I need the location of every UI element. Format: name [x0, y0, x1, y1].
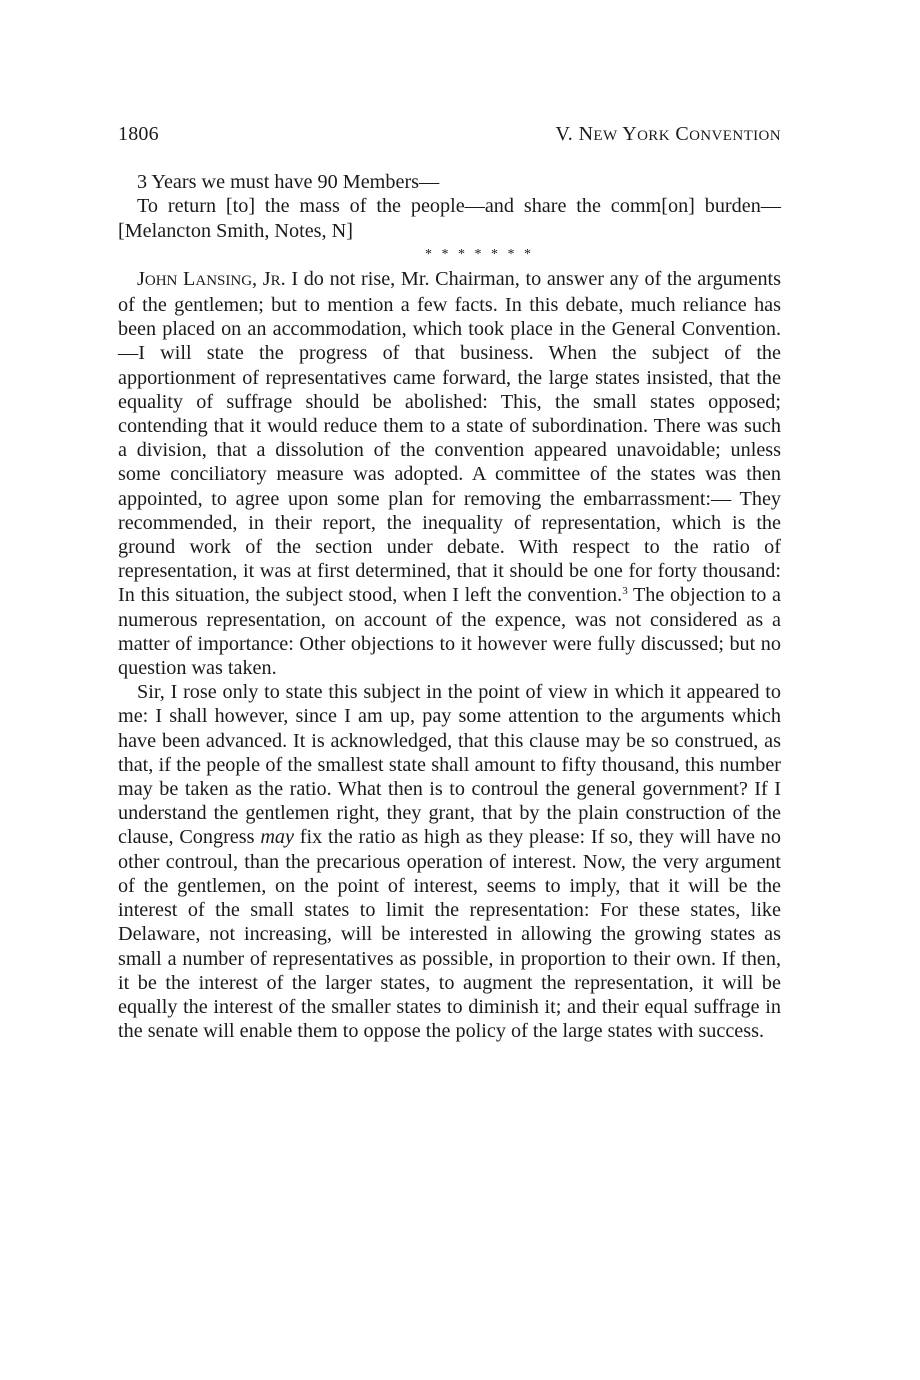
section-title-part: EW — [593, 128, 618, 144]
speech-paragraph — [118, 680, 781, 1043]
speech-paragraph — [118, 267, 781, 680]
emphasized-word: may — [260, 826, 294, 849]
notes-line: 3 Years we must have 90 Members— — [137, 171, 440, 194]
section-title-part: ONVENTION — [689, 128, 781, 144]
section-title — [556, 122, 782, 148]
page-number: 1806 — [118, 123, 159, 145]
section-title-part: C — [669, 123, 690, 145]
paragraph-text: fix the ratio as high as they please: If so, they will have no other controul, than the precarious operation of interest. Now, the very argument of the gentlemen, on the point of interest, seems to imply, that it will be the interest of the small states to limit the representation: For these states, like Delaware, not increasing, will be interested in allowing the growing states as small a number of representatives as possible, in proportion to their own. If then, it be the interest of the larger states, to augment the representation, it will be equally the interest of the smaller states to diminish it; and their equal suffrage in the senate will enable them to oppose the policy of the large states with success. — [118, 826, 781, 1043]
notes-line: To return [to] the mass of the people—and share the comm[on] burden— [Melancton Smith, Notes, N] — [118, 195, 781, 242]
speaker-name-part: R — [270, 272, 281, 289]
section-title-part: V. N — [555, 123, 594, 145]
speaker-name-part: ANSING — [195, 272, 253, 289]
speaker-name — [137, 268, 286, 290]
speaker-name-part: . — [280, 267, 286, 290]
section-separator: * * * * * * * — [425, 246, 534, 262]
section-title-part: ORK — [637, 128, 670, 144]
speaker-name-part: OHN — [144, 272, 178, 289]
paragraph-text: The objection to a numerous representation, on account of the expence, was not considered as a matter of importance: Other objections to it however were fully discussed; but no question was taken. — [118, 584, 781, 680]
running-head — [118, 122, 781, 148]
document-page — [118, 122, 781, 1043]
section-title-part: Y — [617, 123, 638, 145]
paragraph-text: Sir, I rose only to state this subject in the point of view in which it appeared to me: I shall however, since I am up, pay some attention to the arguments which have been advanced. It is acknowledged, that this clause may be so construed, as that, if the people of the smallest state shall amount to fifty thousand, this number may be taken as the ratio. What then is to controul the general government? If I understand the gentlemen right, they grant, that by the plain construction of the clause, Congress — [118, 681, 781, 849]
footnote-marker: 3 — [622, 585, 628, 598]
speaker-name-part: J — [262, 267, 271, 290]
speaker-name-part: J — [137, 267, 145, 290]
paragraph-text: I do not rise, Mr. Chairman, to answer any of the arguments of the gentlemen; but to mention a few facts. In this debate, much reliance has been placed on an accommodation, which took place in the General Convention.—I will state the progress of that business. When the subject of the apportionment of representatives came forward, the large states insisted, that the equality of suffrage should be abolished: This, the small states opposed; contending that it would reduce them to a state of subordination. There was such a division, that a dissolution of the convention appeared unavoidable; unless some conciliatory measure was adopted. A committee of the states was then appointed, to agree upon some plan for removing the embarrassment:— They recommended, in their report, the inequality of representation, which is the ground work of the section under debate. With respect to the ratio of representation, it was at first determined, that it should be one for forty thousand: In this situation, the subject stood, when I left the convention. — [118, 267, 782, 607]
speaker-name-part: L — [177, 267, 196, 290]
speaker-name-part: , — [252, 267, 263, 290]
